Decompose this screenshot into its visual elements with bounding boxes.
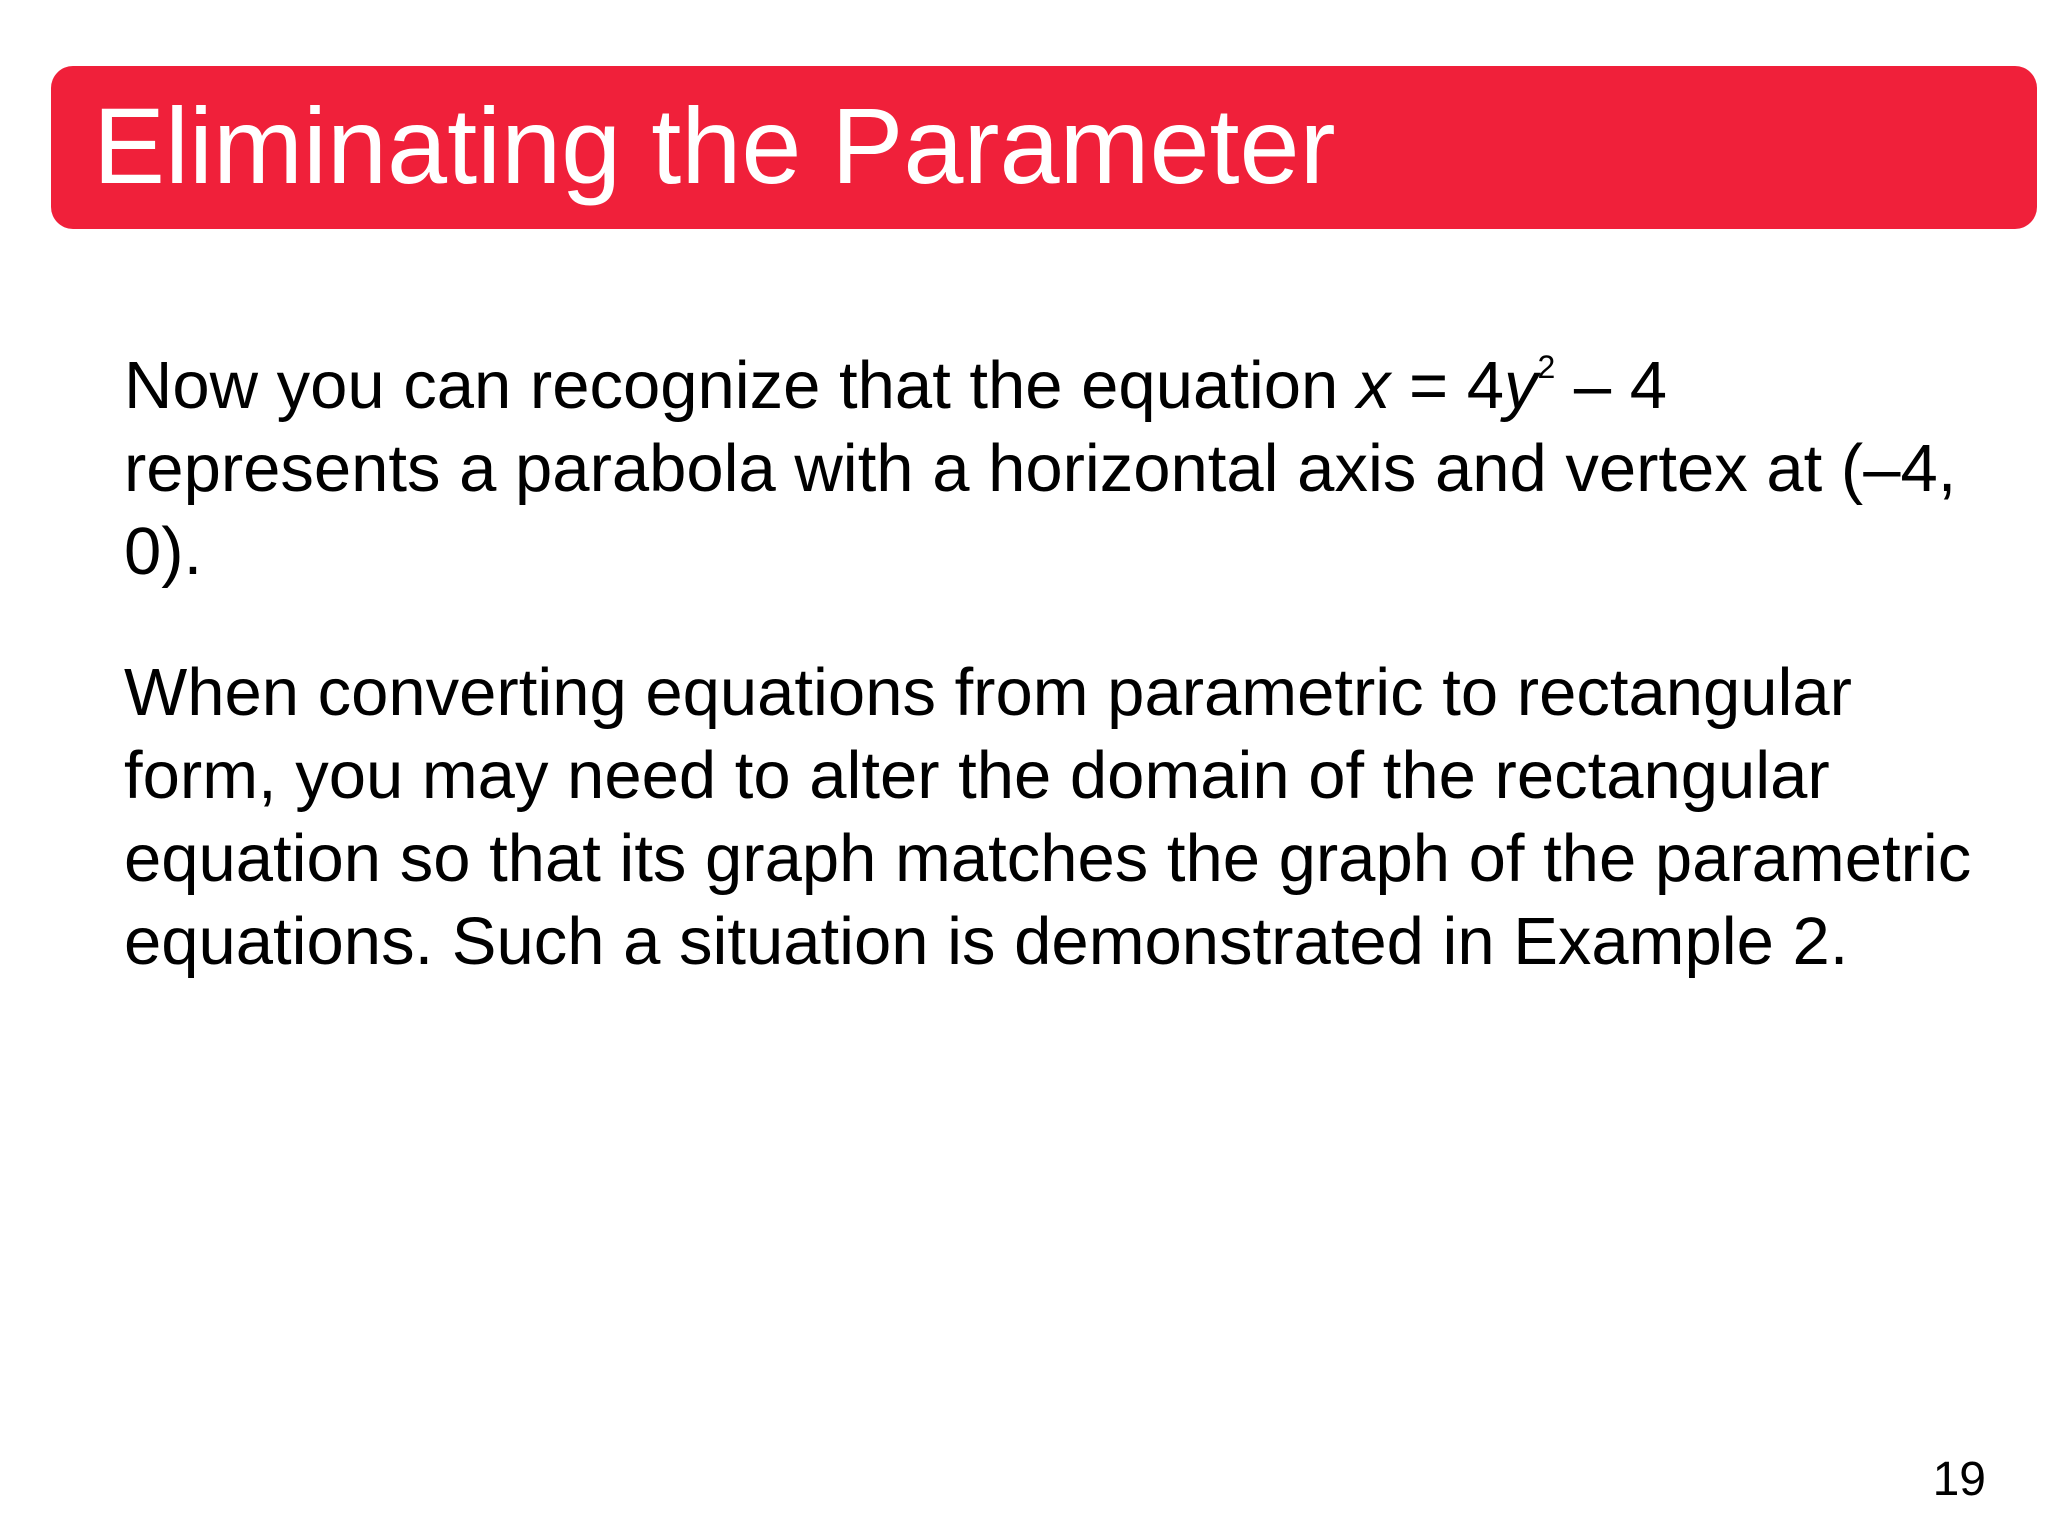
- variable-y: y: [1503, 348, 1538, 423]
- variable-x: x: [1356, 348, 1391, 423]
- page-number: 19: [1932, 1453, 1986, 1506]
- slide-title: Eliminating the Parameter: [93, 85, 1336, 206]
- equation-equals: = 4: [1390, 348, 1504, 423]
- paragraph-parabola: [124, 344, 1974, 593]
- slide-body: [124, 344, 1974, 983]
- exponent: 2: [1537, 349, 1556, 385]
- paragraph-domain: When converting equations from parametric to rectangular form, you may need to alter the domain of the rectangular equation so that its graph matches the graph of the parametric equations. Such a situation is demonstrated in Example 2.: [124, 655, 1972, 979]
- title-bar: [51, 66, 2037, 229]
- paragraph-parabola-rest: – 4 represents a parabola with a horizontal axis and vertex at (–4, 0).: [124, 348, 1957, 589]
- paragraph-parabola-intro: Now you can recognize that the equation: [124, 348, 1357, 423]
